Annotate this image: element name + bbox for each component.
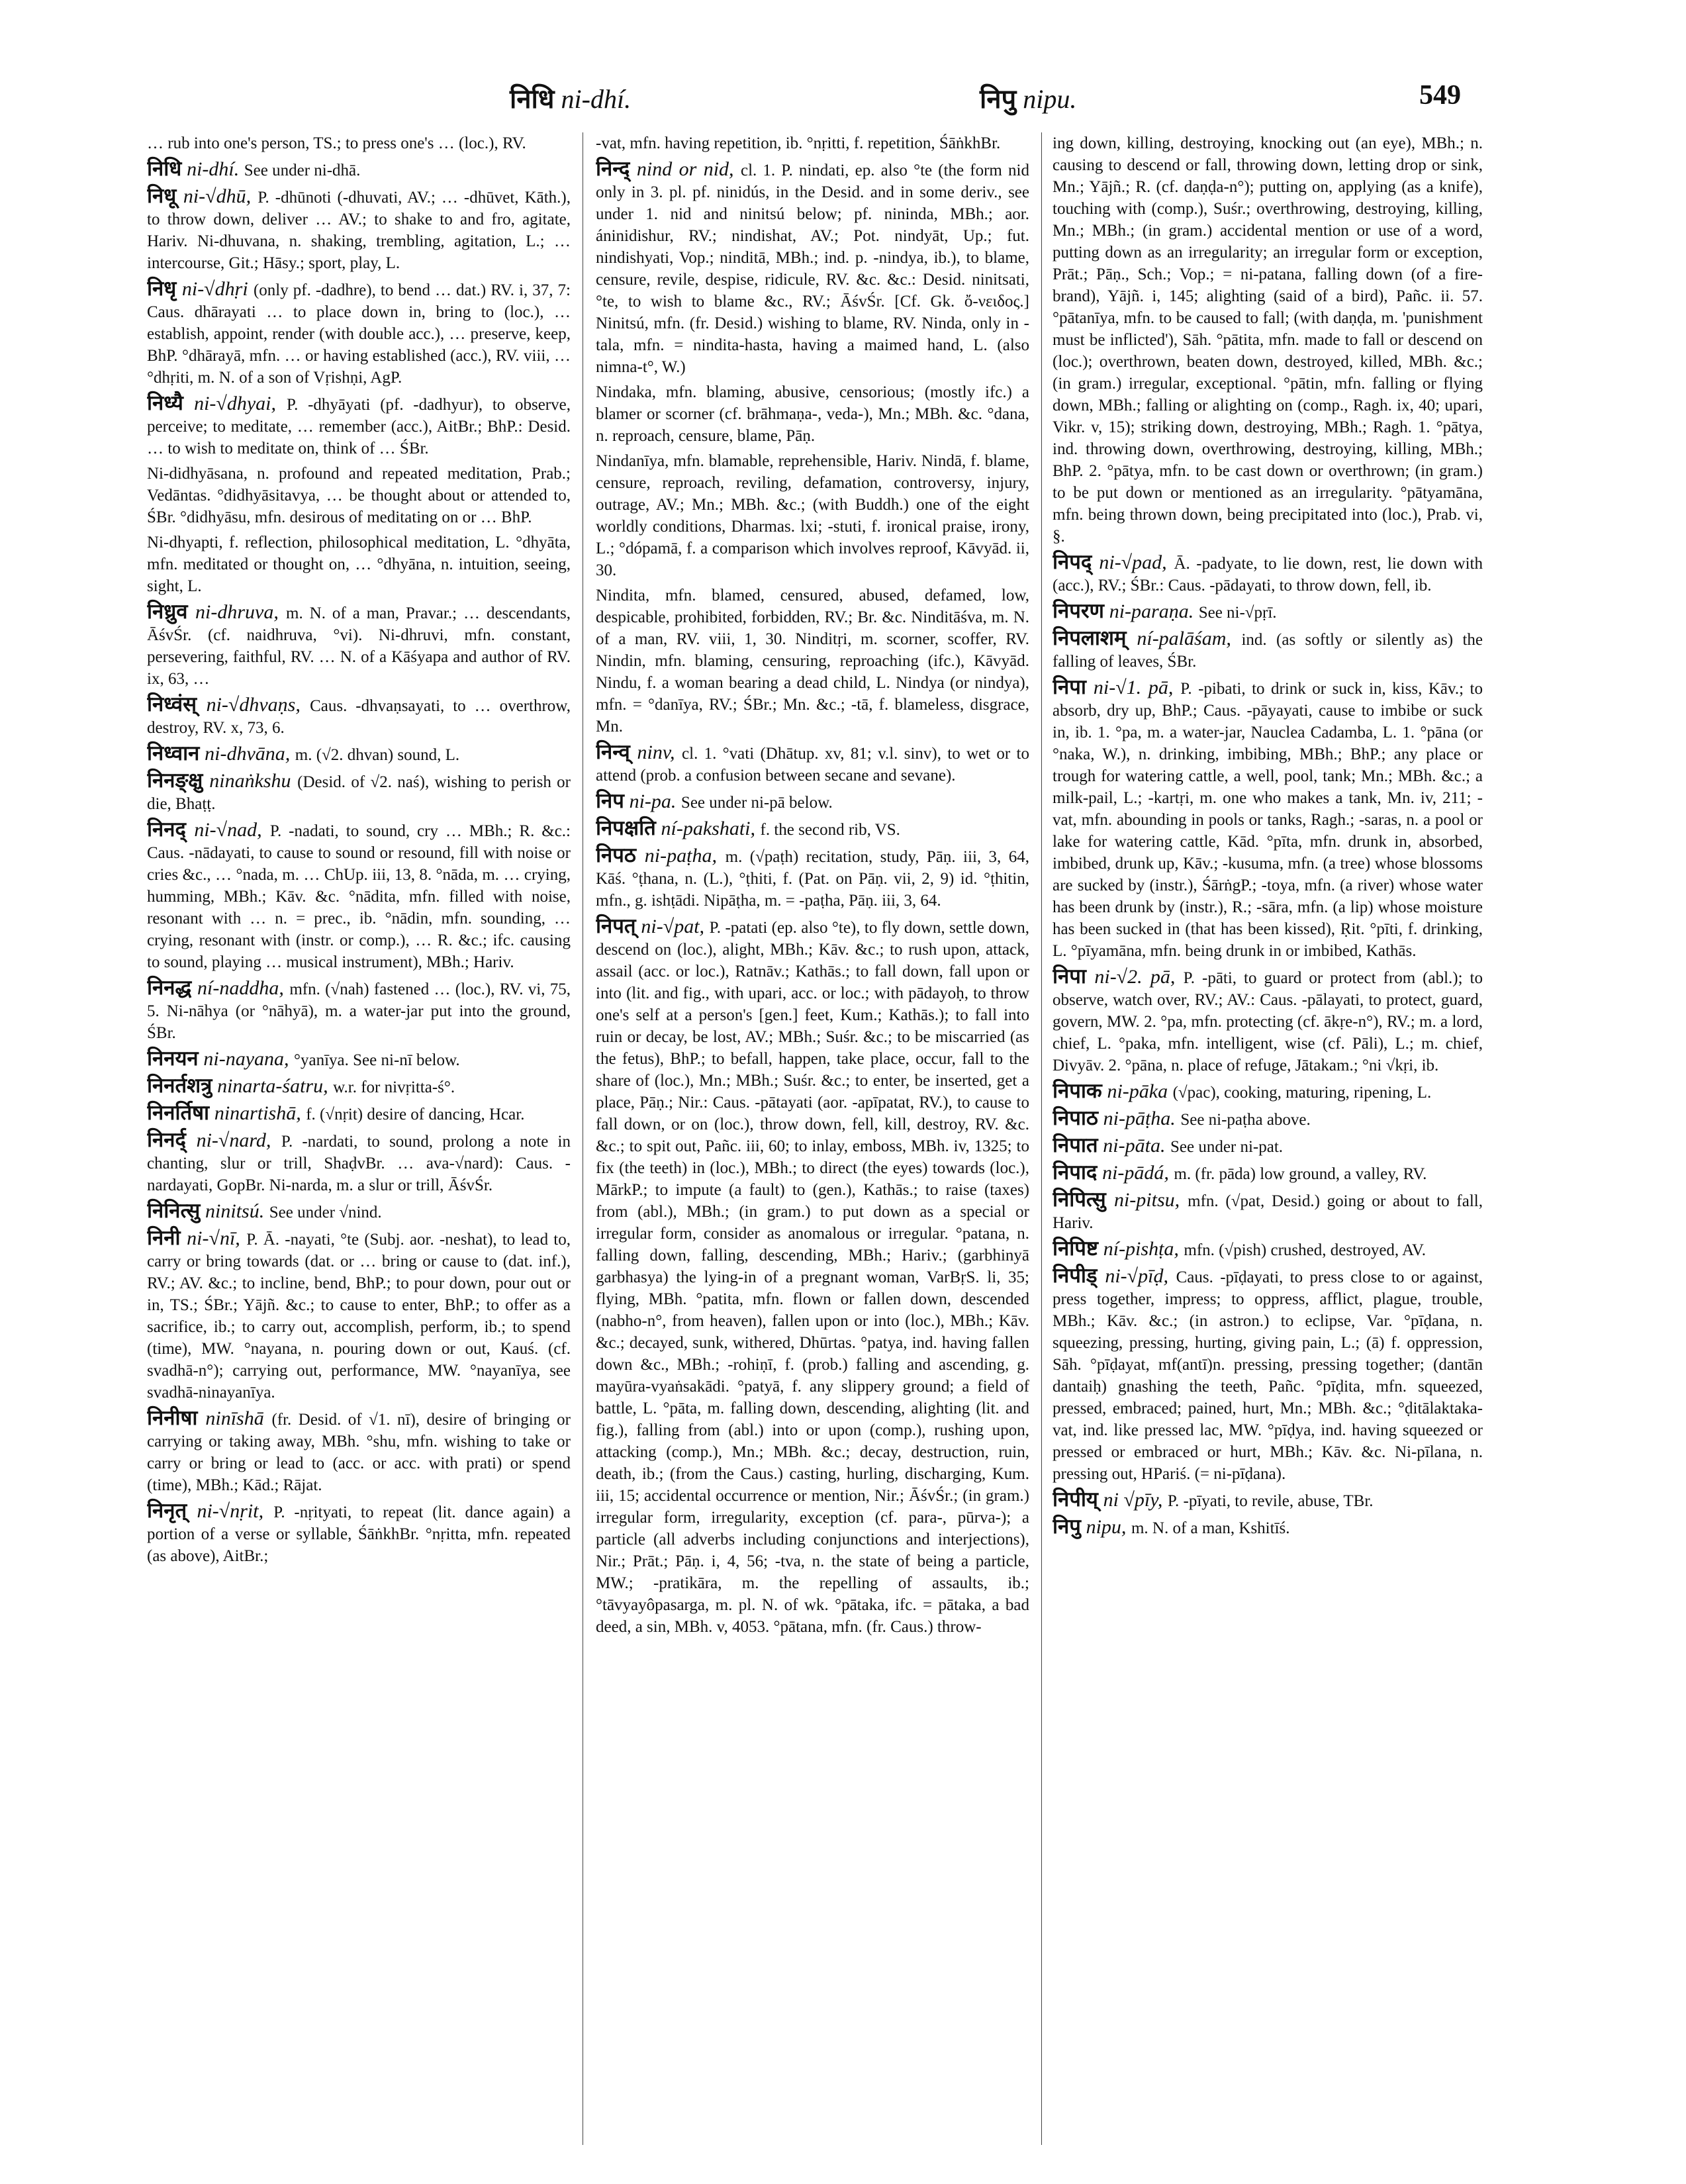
- entry-headword-devanagari: निन्द्: [596, 157, 637, 180]
- entry-definition: mfn. (√pat, Desid.) going or about to fall, Hariv.: [1053, 1192, 1483, 1232]
- right-head-roman: nipu.: [1023, 84, 1077, 114]
- dictionary-entry: [1053, 676, 1483, 962]
- entry-headword-devanagari: निपु: [1053, 1515, 1086, 1538]
- entry-headword-roman: ninartishā,: [214, 1102, 306, 1124]
- entry-headword-devanagari: निपाद: [1053, 1161, 1103, 1184]
- page-number: 549: [1419, 80, 1461, 111]
- entry-headword-roman: ninīshā: [205, 1407, 272, 1429]
- right-head-devanagari: निपु: [980, 84, 1017, 114]
- entry-headword-devanagari: निपिष्ट: [1053, 1237, 1103, 1260]
- column-middle: [596, 132, 1029, 2152]
- entry-headword-roman: ninv,: [637, 741, 682, 763]
- entry-headword-roman: ni-pāta.: [1103, 1135, 1170, 1157]
- entry-headword-roman: ni-√nī,: [187, 1227, 247, 1249]
- entry-headword-devanagari: निनद्ध: [147, 976, 197, 999]
- entry-headword-roman: ni-√dhyai,: [194, 393, 287, 414]
- dictionary-entry: [147, 158, 571, 181]
- dictionary-entry: [147, 693, 571, 739]
- entry-headword-roman: ní-pakshati,: [661, 818, 761, 839]
- entry-headword-roman: ní-pishṭa,: [1103, 1238, 1184, 1260]
- entry-definition: m. (√paṭh) recitation, study, Pāṇ. iii, 3, 64, Kāś. °ṭhana, n. (L.), °ṭhiti, f. (Pat. on Pāṇ. vii, 2, 9) id. °ṭhitin, mfn., g. ishṭādi. Nipāṭha, m. = -paṭha, Pāṇ. iii, 3, 64.: [596, 848, 1029, 910]
- dictionary-entry: [1053, 1134, 1483, 1158]
- column-left: [147, 132, 571, 2152]
- left-running-head: [510, 79, 631, 116]
- dictionary-entry: [596, 158, 1029, 378]
- entry-definition: (fr. Desid. of √1. nī), desire of bringing or carrying or taking away, MBh. °shu, mfn. wishing to take or carry or bring or lead to (acc. or acc. with prati) or spend (time), MBh.; Kād.; Rājat.: [147, 1411, 571, 1494]
- entry-headword-roman: nipu,: [1086, 1516, 1131, 1538]
- entry-headword-roman: ni-dhvāna,: [205, 743, 295, 765]
- entry-definition: See under ni-dhā.: [244, 162, 361, 179]
- entry-definition: Nindaka, mfn. blaming, abusive, censorious; (mostly ifc.) a blamer or scorner (cf. brāhmaṇa-, veda-), Mn.; MBh. &c. °dana, n. reproach, censure, blame, Pāṇ.: [596, 383, 1029, 445]
- entry-definition: mfn. (√nah) fastened … (loc.), RV. vi, 75, 5. Ni-nāhya (or °nāhyā), m. a water-jar put into the ground, ŚBr.: [147, 980, 571, 1042]
- entry-headword-devanagari: निनर्द्: [147, 1128, 197, 1151]
- entry-headword-devanagari: निनीषा: [147, 1406, 206, 1429]
- entry-definition: See ni-√pṛī.: [1198, 604, 1277, 622]
- dictionary-entry: [1053, 1161, 1483, 1185]
- dictionary-entry: [147, 1499, 571, 1567]
- dictionary-entry: [1053, 627, 1483, 673]
- entry-definition: See under ni-pat.: [1170, 1138, 1284, 1156]
- entry-definition: m. N. of a man, Kshitīś.: [1131, 1519, 1290, 1537]
- entry-headword-roman: ni-dhí.: [187, 158, 244, 180]
- dictionary-entry: [147, 818, 571, 973]
- entry-definition: Caus. -dhvaṇsayati, to … overthrow, destroy, RV. x, 73, 6.: [147, 697, 571, 737]
- dictionary-entry: [1053, 132, 1483, 547]
- dictionary-entry: [596, 741, 1029, 786]
- entry-definition: -vat, mfn. having repetition, ib. °nṛitti, f. repetition, ŚāṅkhBr.: [596, 134, 1001, 152]
- left-head-devanagari: निधि: [510, 84, 555, 114]
- entry-headword-devanagari: निपरण: [1053, 599, 1109, 622]
- dictionary-entry: [1053, 1188, 1483, 1234]
- entry-headword-roman: ni-dhruva,: [195, 601, 287, 623]
- entry-headword-devanagari: निपाठ: [1053, 1106, 1103, 1129]
- dictionary-entry: [147, 976, 571, 1044]
- entry-headword-roman: ni-√nard,: [196, 1129, 281, 1151]
- entry-headword-roman: ni-√2. pā,: [1094, 966, 1184, 988]
- entry-headword-roman: ni-pitsu,: [1113, 1189, 1188, 1211]
- entry-headword-devanagari: निनर्तशत्रु: [147, 1074, 218, 1097]
- dictionary-entry: [596, 817, 1029, 841]
- entry-headword-roman: ni-nayana,: [203, 1048, 295, 1070]
- dictionary-entry: [1053, 1107, 1483, 1131]
- dictionary-entry: [596, 585, 1029, 737]
- entry-definition: mfn. (√pish) crushed, destroyed, AV.: [1184, 1241, 1426, 1259]
- right-running-head: [980, 79, 1076, 116]
- entry-headword-devanagari: निनित्सु: [147, 1199, 206, 1222]
- dictionary-entry: [147, 277, 571, 389]
- entry-headword-roman: ní-palāśam,: [1137, 628, 1242, 649]
- dictionary-entry: [147, 132, 571, 154]
- entry-definition: See ni-paṭha above.: [1180, 1111, 1311, 1129]
- dictionary-entry: [147, 185, 571, 274]
- entry-headword-roman: ni-pādá,: [1102, 1162, 1174, 1184]
- entry-headword-devanagari: निपित्सु: [1053, 1188, 1114, 1211]
- entry-headword-roman: ni-√nṛit,: [197, 1500, 274, 1522]
- entry-headword-roman: ni-pāka: [1107, 1080, 1173, 1102]
- entry-definition: P. -nadati, to sound, cry … MBh.; R. &c.: Caus. -nādayati, to cause to sound or resound, fill with noise or cries &c., … °nada, m. … ChUp. iii, 13, 8. °nāda, m. … crying, humming, MBh.; Kāv. &c. °nādita, mfn. filled with noise, resonant with … n. = prec., ib. °nādin, mfn. sounding, … crying, resonant with (instr. or comp.), … R. &c.; ifc. causing to sound, playing … musical instrument), MBh.; Hariv.: [147, 822, 571, 971]
- entry-headword-roman: ní-naddha,: [197, 977, 290, 999]
- entry-headword-roman: ni √pīy,: [1103, 1489, 1168, 1511]
- column-right: [1053, 132, 1483, 2152]
- entry-definition: Nindita, mfn. blamed, censured, abused, defamed, low, despicable, prohibited, forbidden, RV.; Br. &c. Ninditāśva, m. N. of a man, RV. viii, 1, 30. Ninditṛi, m. scorner, scoffer, RV. Nindin, mfn. blaming, censuring, reproaching (ifc.), Kāvyād. Nindu, f. a woman bearing a dead child, L. Nindya (or nindya), mfn. = °danīya, RV.; ŚBr.; Mn. &c.; -tā, f. blameless, disgrace, Mn.: [596, 587, 1029, 736]
- entry-headword-roman: ninaṅkshu: [209, 770, 298, 792]
- dictionary-entry: [147, 600, 571, 690]
- entry-headword-devanagari: निनृत्: [147, 1499, 197, 1522]
- entry-definition: P. -patati (ep. also °te), to fly down, settle down, descend on (loc.), alight, MBh.; Kāv. &c.; to rush upon, attack, assail (acc. or loc.), Ratnāv.; Kathās.; to fall down, fall upon or into (lit. and fig., with upari, acc. or loc.; with pādayoḥ, to throw one's self at a person's [gen.] feet, Kum.; Kathās.); to fall into ruin or decay, be lost, AV.; MBh.; Suśr. &c.; to be miscarried (as the fetus), BhP.; to befall, happen, take place, occur, fall to the share of (loc.), Mn.; MBh.; Suśr. &c.; to enter, be inserted, get a place, Pāṇ.; Nir.: Caus. -pātayati (aor. -apīpatat, RV.), to cause to fall down, or on (loc.), throw down, fell, kill, destroy, RV. &c. &c.; to spit out, Pañc. iii, 60; to inlay, emboss, MBh. iv, 1325; to fix (the teeth) in (loc.), MBh.; to direct (the eyes) towards (loc.), MārkP.; to impute (a fault) to (gen.), Kathās.; to raise (taxes) from (abl.), MBh.; (in gram.) to put down as a special or irregular form, consider as anomalous or irregular. °patana, n. falling down, falling, descending, MBh.; Hariv.; (garbhinyā garbhasya) the lying-in of a pregnant woman, VarBṛS. li, 35; flying, MBh. °patita, mfn. flown or fallen down, descended (nabho-n°, from heaven), fallen upon or into (loc.), MBh.; Kāv. &c.; decayed, sunk, withered, Dhūrtas. °patya, ind. having fallen down &c., MBh.; -rohiṇī, f. (prob.) falling and ascending, g. mayūra-vyaṅsakādi. °patyā, f. any slippery ground; a field of battle, L. °pāta, m. falling down, descending, alighting (lit. and fig.), falling from (abl.) into or upon (comp.), rushing upon, attacking (comp.), Mn.; MBh. &c.; decay, destruction, ruin, death, ib.; (from the Caus.) casting, hurling, discharging, Kum. iii, 15; accidental occurrence or mention, Nir.; ĀśvŚr.; (in gram.) irregular form, irregularity, exception (cf. para-, pūrva-); a particle (all adverbs including conjunctions and interjections), Nir.; Prāt.; Pāṇ. i, 4, 56; -tva, n. the state of being a particle, MW.; -pratikāra, m. the repelling of assaults, ib.; °tāvyayôpasarga, m. pl. N. of wk. °pātaka, ifc. = pātaka, a bad deed, a sin, MBh. v, 4053. °pātana, mfn. (fr. Caus.) throw-: [596, 919, 1029, 1636]
- dictionary-entry: [147, 1074, 571, 1098]
- entry-definition: cl. 1. °vati (Dhātup. xv, 81; v.l. sinv), to wet or to attend (prob. a confusion between secane and sevane).: [596, 745, 1029, 784]
- dictionary-entry: [147, 1102, 571, 1125]
- entry-headword-roman: ni-pa.: [629, 790, 681, 812]
- column-rule: [1041, 132, 1042, 2145]
- dictionary-entry: [147, 1227, 571, 1403]
- entry-headword-devanagari: निपीय्: [1053, 1488, 1103, 1511]
- entry-headword-devanagari: निपाक: [1053, 1079, 1107, 1102]
- entry-definition: f. (√nṛit) desire of dancing, Hcar.: [306, 1106, 525, 1123]
- entry-headword-roman: ni-√nad,: [194, 819, 270, 841]
- left-head-roman: ni-dhí.: [561, 84, 632, 114]
- entry-headword-roman: ni-paraṇa.: [1109, 600, 1199, 622]
- entry-definition: P. -pibati, to drink or suck in, kiss, Kāv.; to absorb, dry up, BhP.; Caus. -pāyayati, cause to imbibe or suck in, ib. 1. °pa, m. a water-jar, Nauclea Cadamba, L. 1. °pāna (or °naka, W.), n. drinking, imbibing, MBh.; BhP.; any place or trough for watering cattle, a well, pool, tank; Mn.; MBh. &c.; a milk-pail, L.; -kartṛi, m. one who makes a tank, Mn. iv, 211; -vat, mfn. abounding in pools or tanks, Ragh.; -saras, n. a pool or lake for watering cattle, Kād. °pīta, mfn. drunk in, absorbed, imbibed, drunk up, Kāv.; -kusuma, mfn. (a tree) whose blossoms are sucked by (instr.), ŚārṅgP.; -toya, mfn. (a river) whose water has been drunk by (instr.), R.; -sāra, mfn. (a lip) whose moisture has been sucked in (that has been kissed), Ṛit. °pīti, f. drinking, L. °pīyamāna, mfn. being drunk in or imbibed, Kathās.: [1053, 680, 1483, 960]
- entry-headword-devanagari: निनर्तिषा: [147, 1101, 214, 1124]
- entry-headword-devanagari: निधि: [147, 157, 187, 180]
- dictionary-entry: [1053, 600, 1483, 624]
- dictionary-entry: [596, 790, 1029, 814]
- entry-headword-devanagari: निपात: [1053, 1133, 1103, 1157]
- dictionary-entry: [1053, 1488, 1483, 1512]
- dictionary-entry: [1053, 1515, 1483, 1539]
- entry-definition: °yanīya. See ni-nī below.: [294, 1051, 460, 1069]
- entry-headword-devanagari: निनद्: [147, 818, 195, 841]
- dictionary-entry: [1053, 1264, 1483, 1485]
- entry-definition: Ā. -padyate, to lie down, rest, lie down with (acc.), RV.; ŚBr.: Caus. -pādayati, to throw down, fell, ib.: [1053, 555, 1483, 594]
- entry-headword-devanagari: निध्वान: [147, 741, 205, 765]
- entry-definition: w.r. for nivṛitta-ś°.: [333, 1078, 455, 1096]
- entry-definition: See under √nind.: [269, 1204, 382, 1221]
- entry-headword-roman: ni-√dhvaṇs,: [206, 694, 310, 716]
- entry-headword-roman: ni-paṭha,: [644, 845, 726, 867]
- entry-definition: m. (√2. dhvan) sound, L.: [295, 746, 460, 764]
- entry-definition: ind. (as softly or silently as) the falling of leaves, ŚBr.: [1053, 631, 1483, 671]
- dictionary-entry: [596, 844, 1029, 912]
- dictionary-entry: [596, 132, 1029, 154]
- dictionary-entry: [147, 1129, 571, 1196]
- dictionary-entry: [147, 1200, 571, 1223]
- dictionary-entry: [1053, 1237, 1483, 1261]
- page-header: [132, 79, 1487, 119]
- entry-headword-devanagari: निपलाशम्: [1053, 626, 1137, 649]
- entry-headword-devanagari: निपीड्: [1053, 1264, 1105, 1287]
- entry-headword-devanagari: निपा: [1053, 965, 1095, 988]
- entry-headword-devanagari: निनी: [147, 1226, 187, 1249]
- entry-headword-devanagari: निध्रुव: [147, 600, 195, 623]
- entry-definition: f. the second rib, VS.: [760, 821, 900, 839]
- entry-definition: … rub into one's person, TS.; to press one's … (loc.), RV.: [147, 134, 526, 152]
- entry-definition: m. N. of a man, Pravar.; … descendants, ĀśvŚr. (cf. naidhruva, °vi). Ni-dhruvi, mfn. constant, persevering, faithful, RV. … N. of a Kāśyapa and author of RV. ix, 63, …: [147, 604, 571, 688]
- entry-headword-devanagari: निध्यै: [147, 391, 195, 414]
- entry-definition: P. -pīyati, to revile, abuse, TBr.: [1167, 1492, 1374, 1510]
- entry-definition: (only pf. -dadhre), to bend … dat.) RV. i, 37, 7: Caus. dhārayati … to place down in, bring to (loc.), … establish, appoint, render (with double acc.), … preserve, keep, BhP. °dhārayā, mfn. … or having established (acc.), RV. viii, … °dhṛiti, m. N. of a son of Vṛishṇi, AgP.: [147, 281, 571, 387]
- dictionary-entry: [1053, 965, 1483, 1076]
- entry-headword-devanagari: निपक्षति: [596, 816, 661, 839]
- entry-definition: See under ni-pā below.: [680, 794, 833, 812]
- entry-headword-devanagari: निनयन: [147, 1047, 204, 1070]
- dictionary-entry: [596, 381, 1029, 447]
- dictionary-entry: [147, 463, 571, 528]
- entry-headword-devanagari: निनङ्क्षु: [147, 769, 210, 792]
- entry-definition: P. -nṛityati, to repeat (lit. dance again) a portion of a verse or syllable, ŚāṅkhBr. °nṛitta, mfn. repeated (as above), AitBr.;: [147, 1503, 571, 1565]
- dictionary-entry: [596, 915, 1029, 1638]
- entry-headword-roman: ni-pāṭha.: [1103, 1108, 1181, 1129]
- entry-headword-devanagari: निप: [596, 789, 630, 812]
- entry-headword-devanagari: निन्व्: [596, 740, 637, 763]
- entry-headword-roman: nind or nid,: [636, 158, 741, 180]
- entry-headword-roman: ni-√1. pā,: [1093, 677, 1181, 698]
- entry-definition: P. -dhūnoti (-dhuvati, AV.; … -dhūvet, Kāth.), to throw down, deliver … AV.; to shake to and fro, agitate, Hariv. Ni-dhuvana, n. shaking, trembling, agitation, L.; … intercourse, Git.; Hāsy.; sport, play, L.: [147, 189, 571, 272]
- entry-definition: P. -nardati, to sound, prolong a note in chanting, slur or trill, ShaḍvBr. … ava-√nard): Caus. -nardayati, GopBr. Ni-narda, m. a slur or trill, ĀśvŚr.: [147, 1133, 571, 1194]
- entry-headword-devanagari: निपठ: [596, 843, 645, 867]
- dictionary-entry: [147, 1407, 571, 1496]
- entry-definition: Nindanīya, mfn. blamable, reprehensible, Hariv. Nindā, f. blame, censure, reproach, reviling, defamation, controversy, injury, outrage, AV.; Mn.; MBh. &c.; (with Buddh.) one of the eight worldly conditions, Dharmas. lxi; -stuti, f. ironical praise, irony, L.; °dópamā, f. a comparison which involves reproof, Kāvyād. ii, 30.: [596, 452, 1029, 579]
- entry-definition: P. Ā. -nayati, °te (Subj. aor. -neshat), to lead to, carry or bring towards (dat. or … bring or cause to (dat. inf.), RV.; AV. &c.; to incline, bend, BhP.; to pour down, pour out or in, TS.; ŚBr.; Yājñ. &c.; to cause to enter, BhP.; to offer as a sacrifice, ib.; to carry out, accomplish, perform, ib.; to spend (time), MW. °nayana, n. pouring down or out, Kauś. (cf. svadhā-n°); carrying out, performance, MW. °nayanīya, see svadhā-ninayanīya.: [147, 1231, 571, 1401]
- entry-headword-roman: ni-√pad,: [1099, 551, 1174, 573]
- entry-definition: P. -dhyāyati (pf. -dadhyur), to observe, perceive; to meditate, … remember (acc.), AitBr.; BhP.: Desid. … to wish to meditate on, think of … ŚBr.: [147, 396, 571, 457]
- entry-headword-devanagari: निध्वंस्: [147, 692, 207, 716]
- entry-headword-roman: ni-√dhṛi: [181, 278, 254, 300]
- entry-definition: P. -pāti, to guard or protect from (abl.); to observe, watch over, RV.; AV.: Caus. -pālayati, to protect, guard, govern, MW. 2. °pa, mfn. protecting (cf. ākṛe-n°), RV.; m. a lord, chief, L. °paka, mfn. intelligent, wise (cf. Pāli), L.; m. chief, Divyāv. 2. °pāna, n. place of refuge, Jātakam.; °ni √kṛi, ib.: [1053, 969, 1483, 1074]
- dictionary-entry: [147, 392, 571, 459]
- entry-headword-roman: ni-√dhū,: [183, 185, 258, 207]
- entry-headword-devanagari: निधृ: [147, 277, 182, 300]
- dictionary-entry: [147, 742, 571, 766]
- entry-definition: Ni-didhyāsana, n. profound and repeated meditation, Prab.; Vedāntas. °didhyāsitavya, … be thought about or attended to, ŚBr. °didhyāsu, mfn. desirous of meditating on or … BhP.: [147, 465, 571, 526]
- dictionary-entry: [147, 532, 571, 597]
- entry-headword-devanagari: निपद्: [1053, 550, 1100, 573]
- entry-definition: ing down, killing, destroying, knocking out (an eye), MBh.; n. causing to descend or fall, throwing down, letting drop or sink, Mn.; Yājñ.; R. (cf. daṇḍa-n°); putting on, applying (as a knife), touching with (comp.), Suśr.; overthrowing, destroying, killing, Mn.; MBh.; (in gram.) accidental mention or use of a word, putting down as an irregularity; an irregular form or exception, Prāt.; Pāṇ., Sch.; Vop.; = ni-patana, falling down (of a fire-brand), Yājñ. i, 145; alighting (said of a bird), Pañc. ii. 57. °pātanīya, mfn. to be caused to fall; (with daṇḍa, m. 'punishment must be inflicted'), Sāh. °pātita, mfn. made to fall or descend on (loc.); overthrown, beaten down, destroyed, killed, MBh. &c.; (in gram.) irregular, exceptional. °pātin, mfn. falling or flying down, MBh.; falling or alighting on (comp., Ragh. ix, 40; upari, Vikr. v, 15); striking down, destroying, MBh.; Ragh. 1. °pātya, ind. throwing down, overthrowing, destroying, killing, MBh.; BhP. 2. °pātya, mfn. to be cast down or overthrown; (in gram.) to be put down or mentioned as an irregularity. °pātyamāna, mfn. being thrown down, being precipitated into (loc.), Prab. vi, §.: [1053, 134, 1483, 546]
- entry-definition: (√pac), cooking, maturing, ripening, L.: [1172, 1084, 1432, 1102]
- dictionary-entry: [1053, 1080, 1483, 1104]
- entry-headword-devanagari: निपा: [1053, 675, 1094, 698]
- entry-headword-roman: ni-√pat,: [641, 916, 710, 937]
- dictionary-entry: [596, 450, 1029, 581]
- entry-headword-roman: ninarta-śatru,: [217, 1075, 334, 1097]
- entry-headword-roman: ninitsú.: [205, 1200, 269, 1222]
- entry-definition: cl. 1. P. nindati, ep. also °te (the form nid only in 3. pl. pf. ninidús, in the Desid. and in some deriv., see under 1. nid and ninitsú below; pf. nininda, MBh.; aor. áninidishur, RV.; nindishat, AV.; Pot. nindyāt, Up.; fut. nindishyati, Vop.; ninditā, MBh.; ind. p. -nindya, ib.), to blame, censure, revile, despise, ridicule, RV. &c. &c.: Desid. ninitsati, °te, to wish to blame &c., RV.; ĀśvŚr. [Cf. Gk. ὄ-νειδος.] Ninitsú, mfn. (fr. Desid.) wishing to blame, RV. Ninda, only in -tala, mfn. = nindita-hasta, having a maimed hand, L. (also nimna-t°, W.): [596, 162, 1029, 376]
- dictionary-entry: [1053, 551, 1483, 596]
- entry-headword-devanagari: निपत्: [596, 914, 641, 937]
- entry-definition: Caus. -pīḍayati, to press close to or against, press together, impress; to oppress, afflict, plague, trouble, MBh.; Kāv. &c.; (in astron.) to eclipse, Var. °pīḍana, n. squeezing, pressing, hurting, giving pain, L.; (ā) f. oppression, Sāh. °pīḍayat, mf(antī)n. pressing, pressing together; (dantān dantaiḥ) gnashing the teeth, Pañc. °pīḍita, mfn. squeezed, pressed, embraced; pained, hurt, Mn.; MBh. &c.; °ḍitālaktaka-vat, ind. like pressed lac, MW. °pīḍya, ind. having squeezed or pressed or embraced or hurt, MBh.; Kāv. &c. Ni-pīlana, n. pressing out, HPariś. (= ni-pīḍana).: [1053, 1268, 1483, 1483]
- entry-definition: m. (fr. pāda) low ground, a valley, RV.: [1174, 1165, 1427, 1183]
- entry-headword-roman: ni-√pīḍ,: [1105, 1265, 1176, 1287]
- dictionary-entry: [147, 1047, 571, 1071]
- entry-definition: Ni-dhyapti, f. reflection, philosophical meditation, L. °dhyāta, mfn. meditated or thought on, … °dhyāna, n. intuition, seeing, sight, L.: [147, 534, 571, 595]
- dictionary-entry: [147, 769, 571, 815]
- entry-definition: (Desid. of √2. naś), wishing to perish or die, Bhaṭṭ.: [147, 773, 571, 813]
- entry-headword-devanagari: निधू: [147, 184, 183, 207]
